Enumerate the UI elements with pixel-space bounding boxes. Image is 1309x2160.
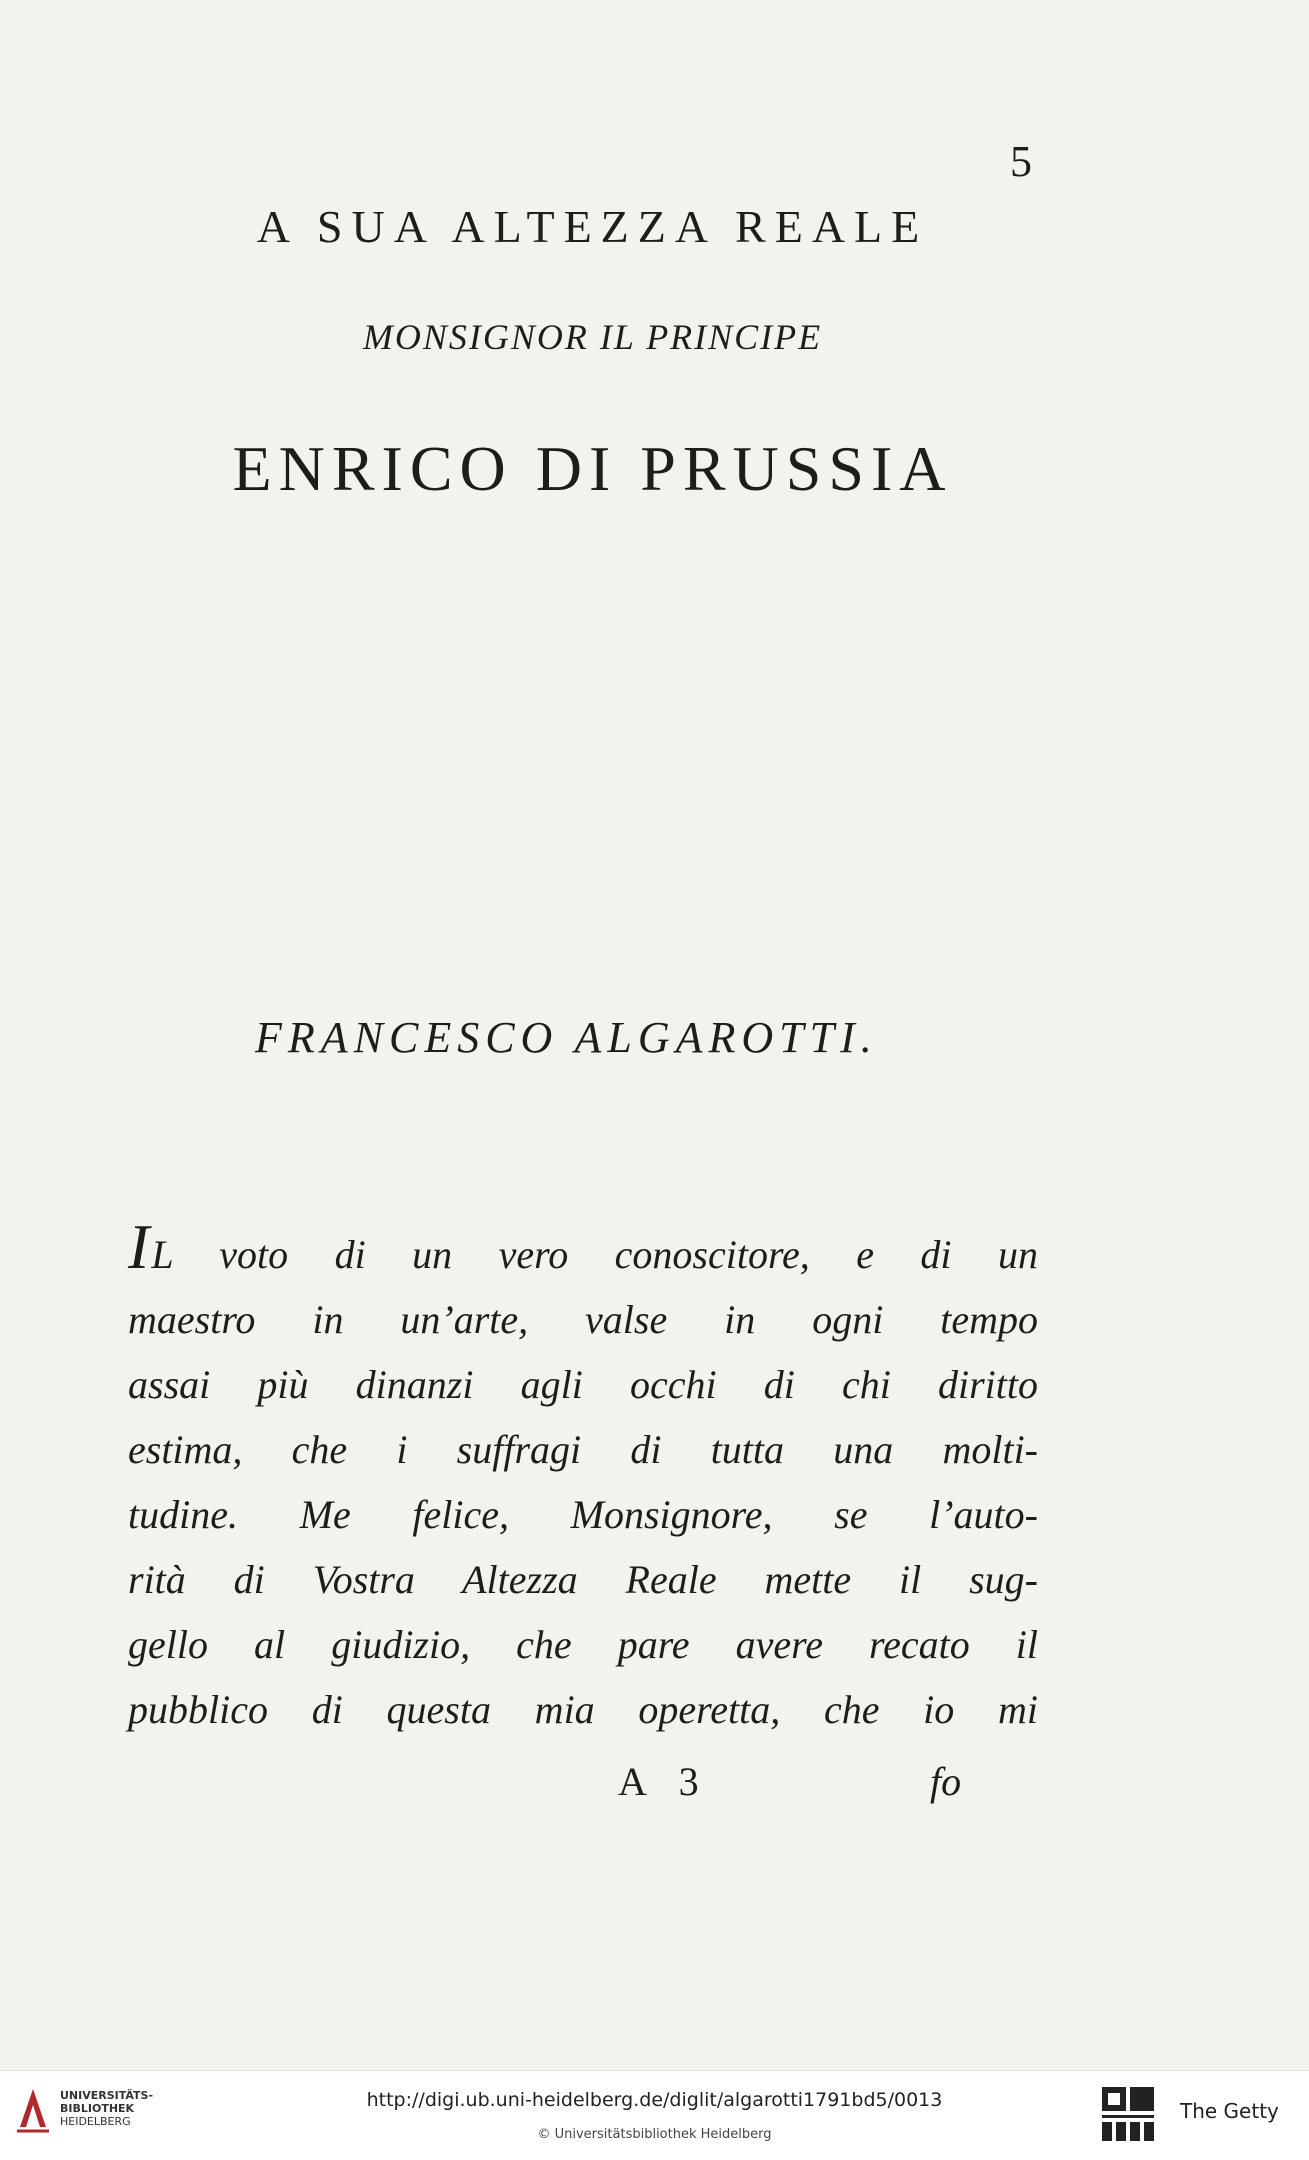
footer-bar bbox=[0, 2070, 1309, 2160]
dedication-line-3: ENRICO DI PRUSSIA bbox=[232, 433, 953, 504]
body-line: tudine. Me felice, Monsignore, se l’auto- bbox=[128, 1492, 1038, 1537]
body-line: assai più dinanzi agli occhi di chi diritto bbox=[128, 1362, 1038, 1407]
permalink-url[interactable]: http://digi.ub.uni-heidelberg.de/diglit/algarotti1791bd5/0013 bbox=[366, 2089, 943, 2111]
library-name-line-1: UNIVERSITÄTS- bbox=[60, 2089, 154, 2102]
body-line bbox=[128, 1211, 1038, 1287]
drop-cap: I bbox=[128, 1211, 150, 1282]
library-name-line-3: HEIDELBERG bbox=[60, 2115, 131, 2128]
body-paragraph bbox=[128, 1211, 1038, 1742]
body-line: pubblico di questa mia operetta, che io mi bbox=[128, 1687, 1038, 1732]
body-line: estima, che i suffragi di tutta una molti- bbox=[128, 1427, 1038, 1472]
getty-logo-icon bbox=[1100, 2085, 1156, 2143]
body-line: gello al giudizio, che pare avere recato il bbox=[128, 1622, 1038, 1667]
body-line: rità di Vostra Altezza Reale mette il sug- bbox=[128, 1557, 1038, 1602]
signature-mark: A 3 bbox=[618, 1759, 711, 1804]
partner-name: The Getty bbox=[1180, 2099, 1279, 2123]
body-line: maestro in un’arte, valse in ogni tempo bbox=[128, 1297, 1038, 1342]
copyright-notice: © Universitätsbibliothek Heidelberg bbox=[537, 2127, 772, 2142]
dedication-line-2: MONSIGNOR IL PRINCIPE bbox=[362, 317, 823, 357]
catchword: fo bbox=[930, 1759, 962, 1804]
dedication-line-1: A SUA ALTEZZA REALE bbox=[256, 201, 929, 252]
body-line-text: L voto di un vero conoscitore, e di un bbox=[151, 1232, 1038, 1277]
page-number: 5 bbox=[1010, 137, 1032, 186]
library-name-line-2: BIBLIOTHEK bbox=[60, 2102, 135, 2115]
author-name: FRANCESCO ALGAROTTI. bbox=[255, 1013, 878, 1062]
